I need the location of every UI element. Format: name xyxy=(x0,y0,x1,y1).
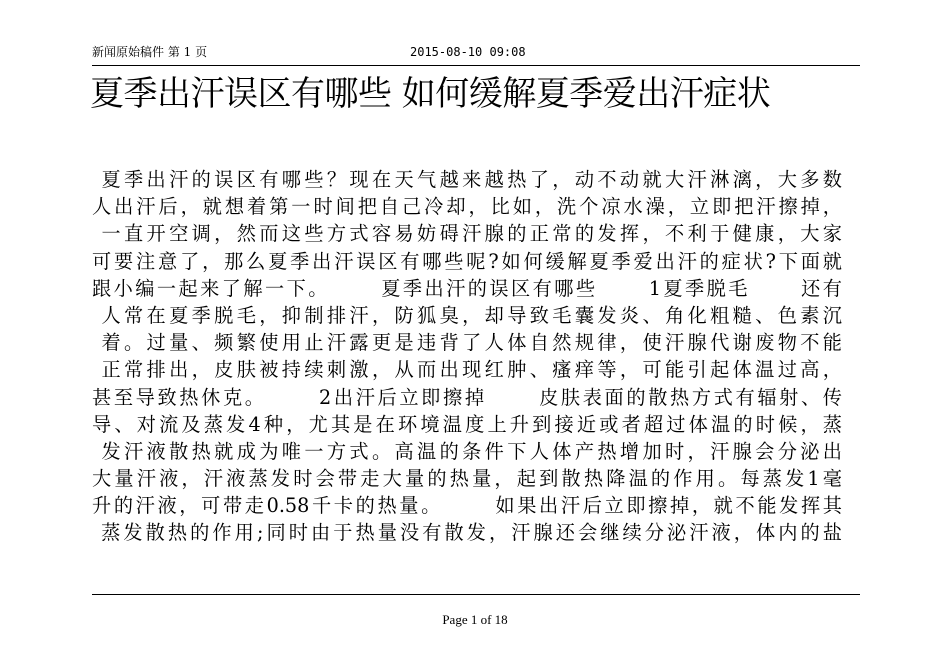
header-source-label: 新闻原始稿件 第 1 页 xyxy=(92,45,208,59)
header-date: 2015-08-10 09:08 xyxy=(410,45,526,59)
body-line: 大量汗液，汗液蒸发时会带走大量的热量，起到散热降温的作用。每蒸发1毫 xyxy=(92,467,842,491)
body-line: 可要注意了，那么夏季出汗误区有哪些呢?如何缓解夏季爱出汗的症状?下面就 xyxy=(92,249,842,273)
body-line: 升的汗液，可带走0.58千卡的热量。 如果出汗后立即擦掉，就不能发挥其 xyxy=(92,494,842,518)
body-line: 甚至导致热休克。 2出汗后立即擦掉 皮肤表面的散热方式有辐射、传 xyxy=(92,385,842,409)
body-line: 夏季出汗的误区有哪些？现在天气越来越热了，动不动就大汗淋漓，大多数 xyxy=(92,168,842,191)
article-body xyxy=(92,166,842,547)
body-line: 人出汗后，就想着第一时间把自己冷却，比如，洗个凉水澡，立即把汗擦掉， xyxy=(92,195,842,219)
page-header xyxy=(92,44,860,64)
page-number-label: Page 1 of 18 xyxy=(442,612,508,627)
body-line: 人常在夏季脱毛，抑制排汗，防狐臭，却导致毛囊发炎、角化粗糙、色素沉 xyxy=(92,303,842,327)
body-line: 正常排出，皮肤被持续刺激，从而出现红肿、瘙痒等，可能引起体温过高， xyxy=(92,358,842,382)
article-title: 夏季出汗误区有哪些 如何缓解夏季爱出汗症状 xyxy=(90,74,771,114)
body-line: 跟小编一起来了解一下。 夏季出汗的误区有哪些 1夏季脱毛 还有 xyxy=(92,276,842,300)
page-footer xyxy=(0,612,950,628)
header-divider xyxy=(92,65,860,66)
footer-divider xyxy=(92,594,860,595)
body-line: 发汗液散热就成为唯一方式。高温的条件下人体产热增加时，汗腺会分泌出 xyxy=(92,439,842,463)
body-line: 导、对流及蒸发4种，尤其是在环境温度上升到接近或者超过体温的时候，蒸 xyxy=(92,412,842,436)
body-line: 一直开空调，然而这些方式容易妨碍汗腺的正常的发挥，不利于健康，大家 xyxy=(92,222,842,246)
body-line: 着。过量、频繁使用止汗露更是违背了人体自然规律，使汗腺代谢废物不能 xyxy=(92,331,842,355)
body-line: 蒸发散热的作用;同时由于热量没有散发，汗腺还会继续分泌汗液，体内的盐 xyxy=(92,521,842,545)
